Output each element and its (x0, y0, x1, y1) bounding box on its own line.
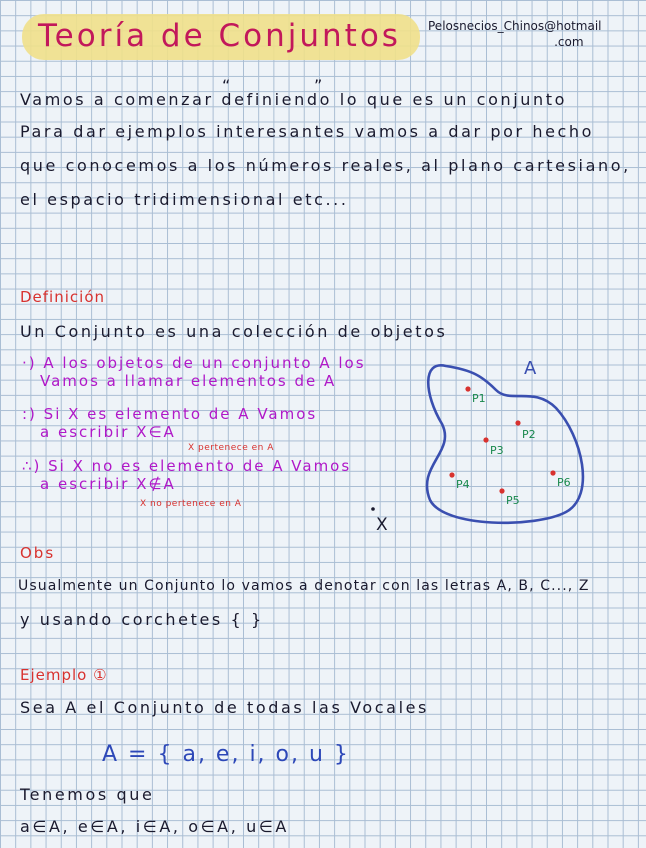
point-p5-dot (499, 488, 504, 493)
point-x-dot (371, 507, 375, 511)
intro-line-2: Para dar ejemplos interesantes vamos a dar por hecho (20, 122, 595, 141)
email-line-1: Pelosnecios_Chinos@hotmail (428, 19, 602, 33)
definition-text: Un Conjunto es una colección de objetos (20, 322, 448, 341)
set-a-label: A (524, 358, 537, 379)
point-p6-dot (550, 470, 555, 475)
point-p3-dot (483, 437, 488, 442)
point-p2-label: P2 (522, 428, 536, 441)
obs-line-1: Usualmente un Conjunto lo vamos a denotar con las letras A, B, C..., Z (18, 578, 590, 594)
bullet-2-note: X pertenece en A (188, 443, 274, 453)
intro-line-3: que conocemos a los números reales, al plano cartesiano, (20, 156, 631, 175)
point-p1-dot (465, 386, 470, 391)
definition-heading: Definición (20, 288, 105, 306)
set-diagram (360, 350, 630, 540)
example-line-3: a∈A, e∈A, i∈A, o∈A, u∈A (20, 817, 289, 836)
outside-element-label: X (376, 515, 388, 535)
example-line-2: Tenemos que (20, 785, 155, 804)
point-p3-label: P3 (490, 444, 504, 457)
bullet-2-line-1: :) Si X es elemento de A Vamos (22, 405, 318, 423)
intro-line-4: el espacio tridimensional etc... (20, 190, 349, 209)
bullet-1-line-1: ·) A los objetos de un conjunto A los (22, 354, 366, 372)
example-line-1: Sea A el Conjunto de todas las Vocales (20, 698, 429, 717)
quote-open: “ (222, 76, 231, 95)
example-heading: Ejemplo ① (20, 666, 108, 684)
bullet-2-line-2: a escribir X∈A (40, 423, 176, 441)
obs-line-2: y usando corchetes { } (20, 610, 264, 629)
obs-heading: Obs (20, 544, 56, 562)
point-p1-label: P1 (472, 392, 486, 405)
email-line-2: .com (554, 35, 584, 49)
point-p2-dot (515, 420, 520, 425)
point-p4-dot (449, 472, 454, 477)
point-p6-label: P6 (557, 476, 571, 489)
point-p5-label: P5 (506, 494, 520, 507)
bullet-1-line-2: Vamos a llamar elementos de A (40, 372, 337, 390)
vowel-set: A = { a, e, i, o, u } (102, 742, 350, 767)
bullet-3-line-2: a escribir X∉A (40, 475, 176, 493)
quote-close: ” (314, 76, 323, 95)
point-p4-label: P4 (456, 478, 470, 491)
author-email (428, 18, 602, 50)
intro-line-1: Vamos a comenzar definiendo lo que es un conjunto (20, 90, 567, 109)
set-a-outline (427, 365, 583, 523)
bullet-3-note: X no pertenece en A (140, 499, 242, 509)
bullet-3-line-1: ∴) Si X no es elemento de A Vamos (22, 457, 352, 475)
page-title: Teoría de Conjuntos (38, 18, 401, 54)
